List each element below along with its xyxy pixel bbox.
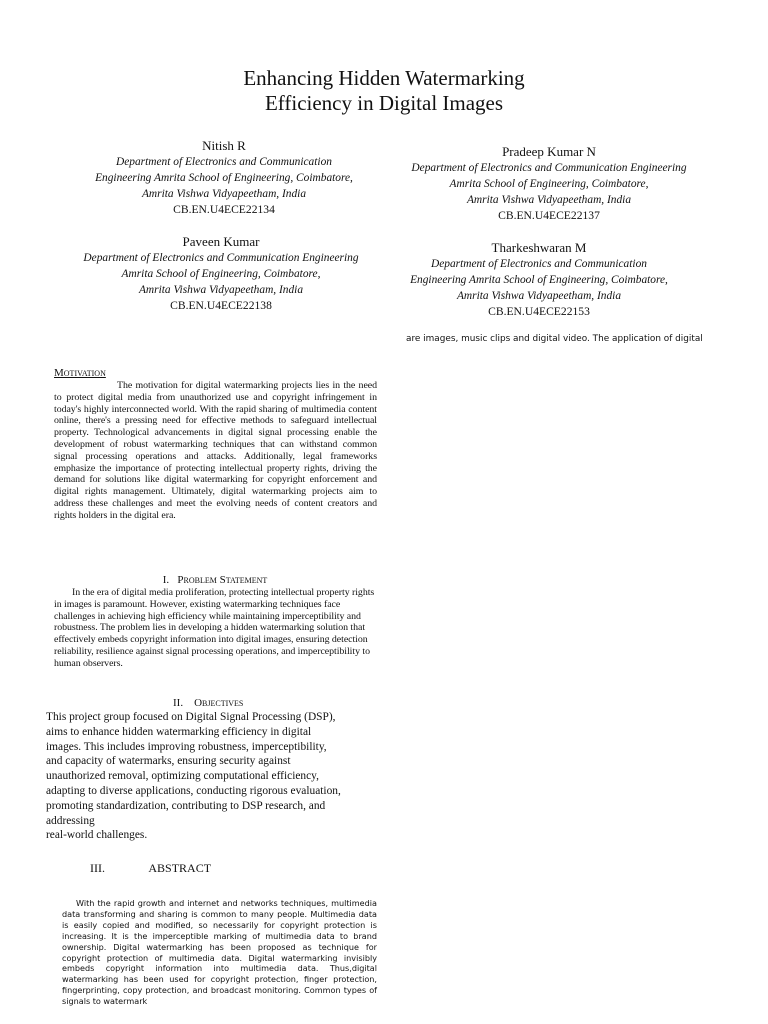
author-name: Paveen Kumar [182, 234, 260, 249]
abstract-text: With the rapid growth and internet and networks techniques, multimedia data transforming and sharing is common to many people. Multimedia data is easily copied and modified, so necessarily for copyright protection is increasing. It is the imperceptible marking of multimedia data to brand ownership. Digital watermarking has been proposed as technique for copyright protection of multimedia data. Digital watermarking invisibly embeds copyright information into multimedia data. Thus,digital watermarking has been used for copyright protection, finger protection, fingerprinting, copy protection, and broadcast monitoring. Common types of signals to watermark [62, 898, 377, 1007]
motivation-heading: Motivation [54, 367, 106, 379]
author-id: CB.EN.U4ECE22138 [170, 299, 272, 313]
section-number: III. [90, 861, 105, 875]
author-block-4 [384, 239, 694, 320]
objectives-line: addressing [46, 814, 95, 827]
section-title: ABSTRACT [148, 861, 212, 875]
author-affiliation: Department of Electronics and Communication Engineering Amrita School of Engineering, Coimbatore, Amrita Vishwa Vidyapeetham, India [410, 258, 668, 302]
author-block-2 [384, 143, 714, 224]
abstract-heading [90, 861, 211, 876]
objectives-line: adapting to diverse applications, conducting rigorous evaluation, [46, 784, 341, 797]
section-number: II. [173, 697, 184, 709]
section-title: Problem Statement [177, 574, 268, 586]
objectives-line: aims to enhance hidden watermarking efficiency in digital [46, 725, 312, 738]
objectives-line: images. This includes improving robustness, imperceptibility, [46, 740, 327, 753]
right-column-text: are images, music clips and digital video. The application of digital [406, 334, 703, 344]
author-id: CB.EN.U4ECE22153 [488, 305, 590, 319]
section-number: I. [162, 574, 170, 586]
author-name: Pradeep Kumar N [502, 144, 596, 159]
section-title: Objectives [194, 697, 244, 709]
problem-statement-text: In the era of digital media proliferation, protecting intellectual property rights in images is paramount. However, existing watermarking techniques face challenges in achieving high efficiency while maintaining imperceptibility and robustness. The problem lies in developing a hidden watermarking solution that effectively embeds copyright information into digital images, ensuring detection reliability, resilience against signal processing operations, and imperceptibility to human observers. [54, 587, 375, 669]
author-name: Tharkeshwaran M [491, 240, 587, 255]
motivation-text: The motivation for digital watermarking projects lies in the need to protect digital media from unauthorized use and copyright infringement in today's highly interconnected world. With the rapid sharing of multimedia content online, there's a pressing need for effective methods to safeguard intellectual property. Technological advancements in digital signal processing enable the development of robust watermarking techniques that can withstand common signal processing operations and attacks. Additionally, legal frameworks emphasize the importance of protecting intellectual property rights, driving the demand for solutions like digital watermarking for copyright enforcement and digital rights management. Ultimately, digital watermarking projects aim to address these challenges and meet the evolving needs of content creators and rights holders in the digital era. [54, 380, 377, 521]
author-block-1 [54, 137, 394, 218]
author-affiliation: Department of Electronics and Communication Engineering Amrita School of Engineering, Coimbatore, Amrita Vishwa Vidyapeetham, India [95, 156, 353, 200]
title-line-2: Efficiency in Digital Images [264, 91, 504, 115]
author-id: CB.EN.U4ECE22134 [173, 203, 275, 217]
author-id: CB.EN.U4ECE22137 [498, 209, 600, 223]
author-affiliation: Department of Electronics and Communication Engineering Amrita School of Engineering, Coimbatore, Amrita Vishwa Vidyapeetham, India [83, 252, 359, 296]
objectives-line: promoting standardization, contributing to DSP research, and [46, 799, 326, 812]
author-affiliation: Department of Electronics and Communication Engineering Amrita School of Engineering, Coimbatore, Amrita Vishwa Vidyapeetham, India [411, 162, 687, 206]
objectives-text [46, 710, 376, 843]
title-line-1: Enhancing Hidden Watermarking [243, 66, 525, 90]
objectives-heading [173, 696, 243, 710]
author-block-3 [46, 233, 396, 314]
objectives-line: and capacity of watermarks, ensuring security against [46, 755, 291, 768]
author-name: Nitish R [202, 138, 246, 153]
problem-statement-heading [0, 573, 430, 587]
objectives-line: unauthorized removal, optimizing computational efficiency, [46, 770, 319, 783]
paper-title [0, 66, 768, 116]
objectives-line: This project group focused on Digital Signal Processing (DSP), [46, 711, 336, 723]
objectives-line: real-world challenges. [46, 829, 148, 842]
